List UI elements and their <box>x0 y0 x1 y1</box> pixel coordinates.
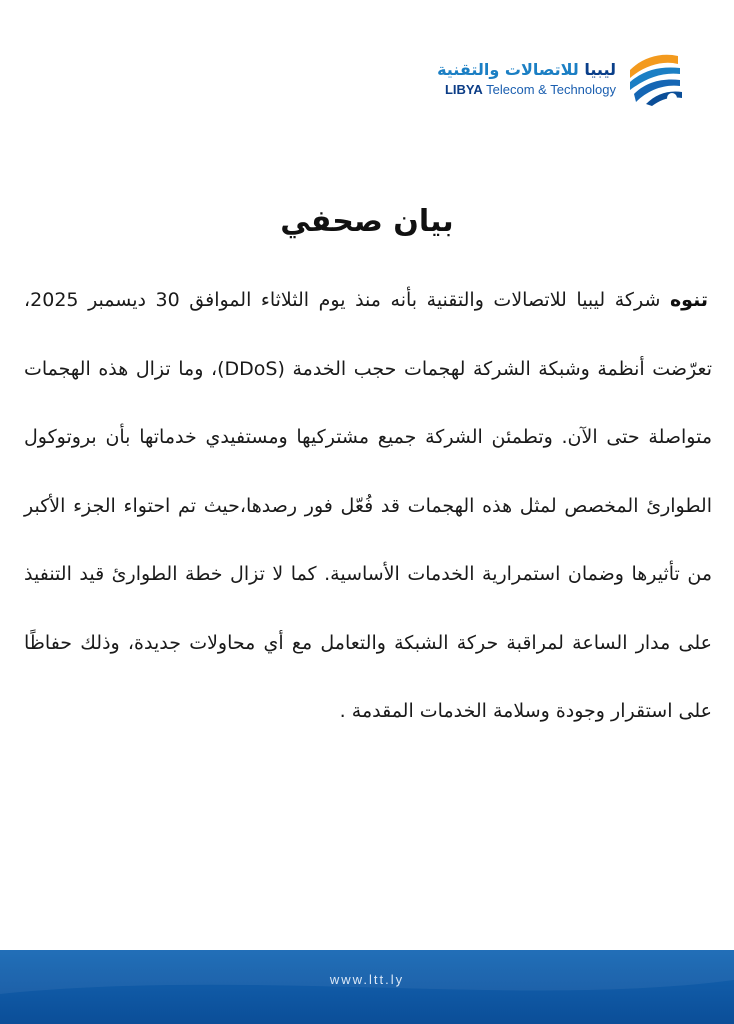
logo-english-name <box>437 81 616 99</box>
press-release-body <box>24 266 712 746</box>
logo-english-name-secondary: Telecom & Technology <box>482 82 616 97</box>
body-lead-word: تنوه <box>669 289 708 311</box>
page-title: بيان صحفي <box>280 204 454 240</box>
footer-website-link[interactable]: www.ltt.ly <box>329 972 405 987</box>
logo-arabic-name-secondary: للاتصالات والتقنية <box>437 60 579 79</box>
company-logo <box>437 50 684 108</box>
body-text: شركة ليبيا للاتصالات والتقنية بأنه منذ يوم الثلاثاء الموافق 30 ديسمبر 2025، تعرّضت أنظمة وشبكة الشركة لهجمات حجب الخدمة (DDoS)، وما تزال هذه الهجمات متواصلة حتى الآن. وتطمئن الشركة جميع مشتركيها ومستفيدي خدماتها بأن بروتوكول الطوارئ المخصص لمثل هذه الهجمات قد فُعّل فور رصدها،حيث تم احتواء الجزء الأكبر من تأثيرها وضمان استمرارية الخدمات الأساسية. كما لا تزال خطة الطوارئ قيد التنفيذ على مدار الساعة لمراقبة حركة الشبكة والتعامل مع أي محاولات جديدة، وذلك حفاظًا على استقرار وجودة وسلامة الخدمات المقدمة . <box>24 289 712 722</box>
body-paragraph <box>24 266 712 746</box>
logo-wordmark <box>437 59 616 99</box>
logo-english-name-primary: LIBYA <box>444 82 483 97</box>
logo-arabic-name-primary: ليبيا <box>584 60 616 79</box>
footer-wave-decoration <box>0 950 734 1024</box>
ltt-logo-icon <box>626 50 684 108</box>
footer-bar <box>0 950 734 1024</box>
logo-arabic-name <box>437 59 616 81</box>
